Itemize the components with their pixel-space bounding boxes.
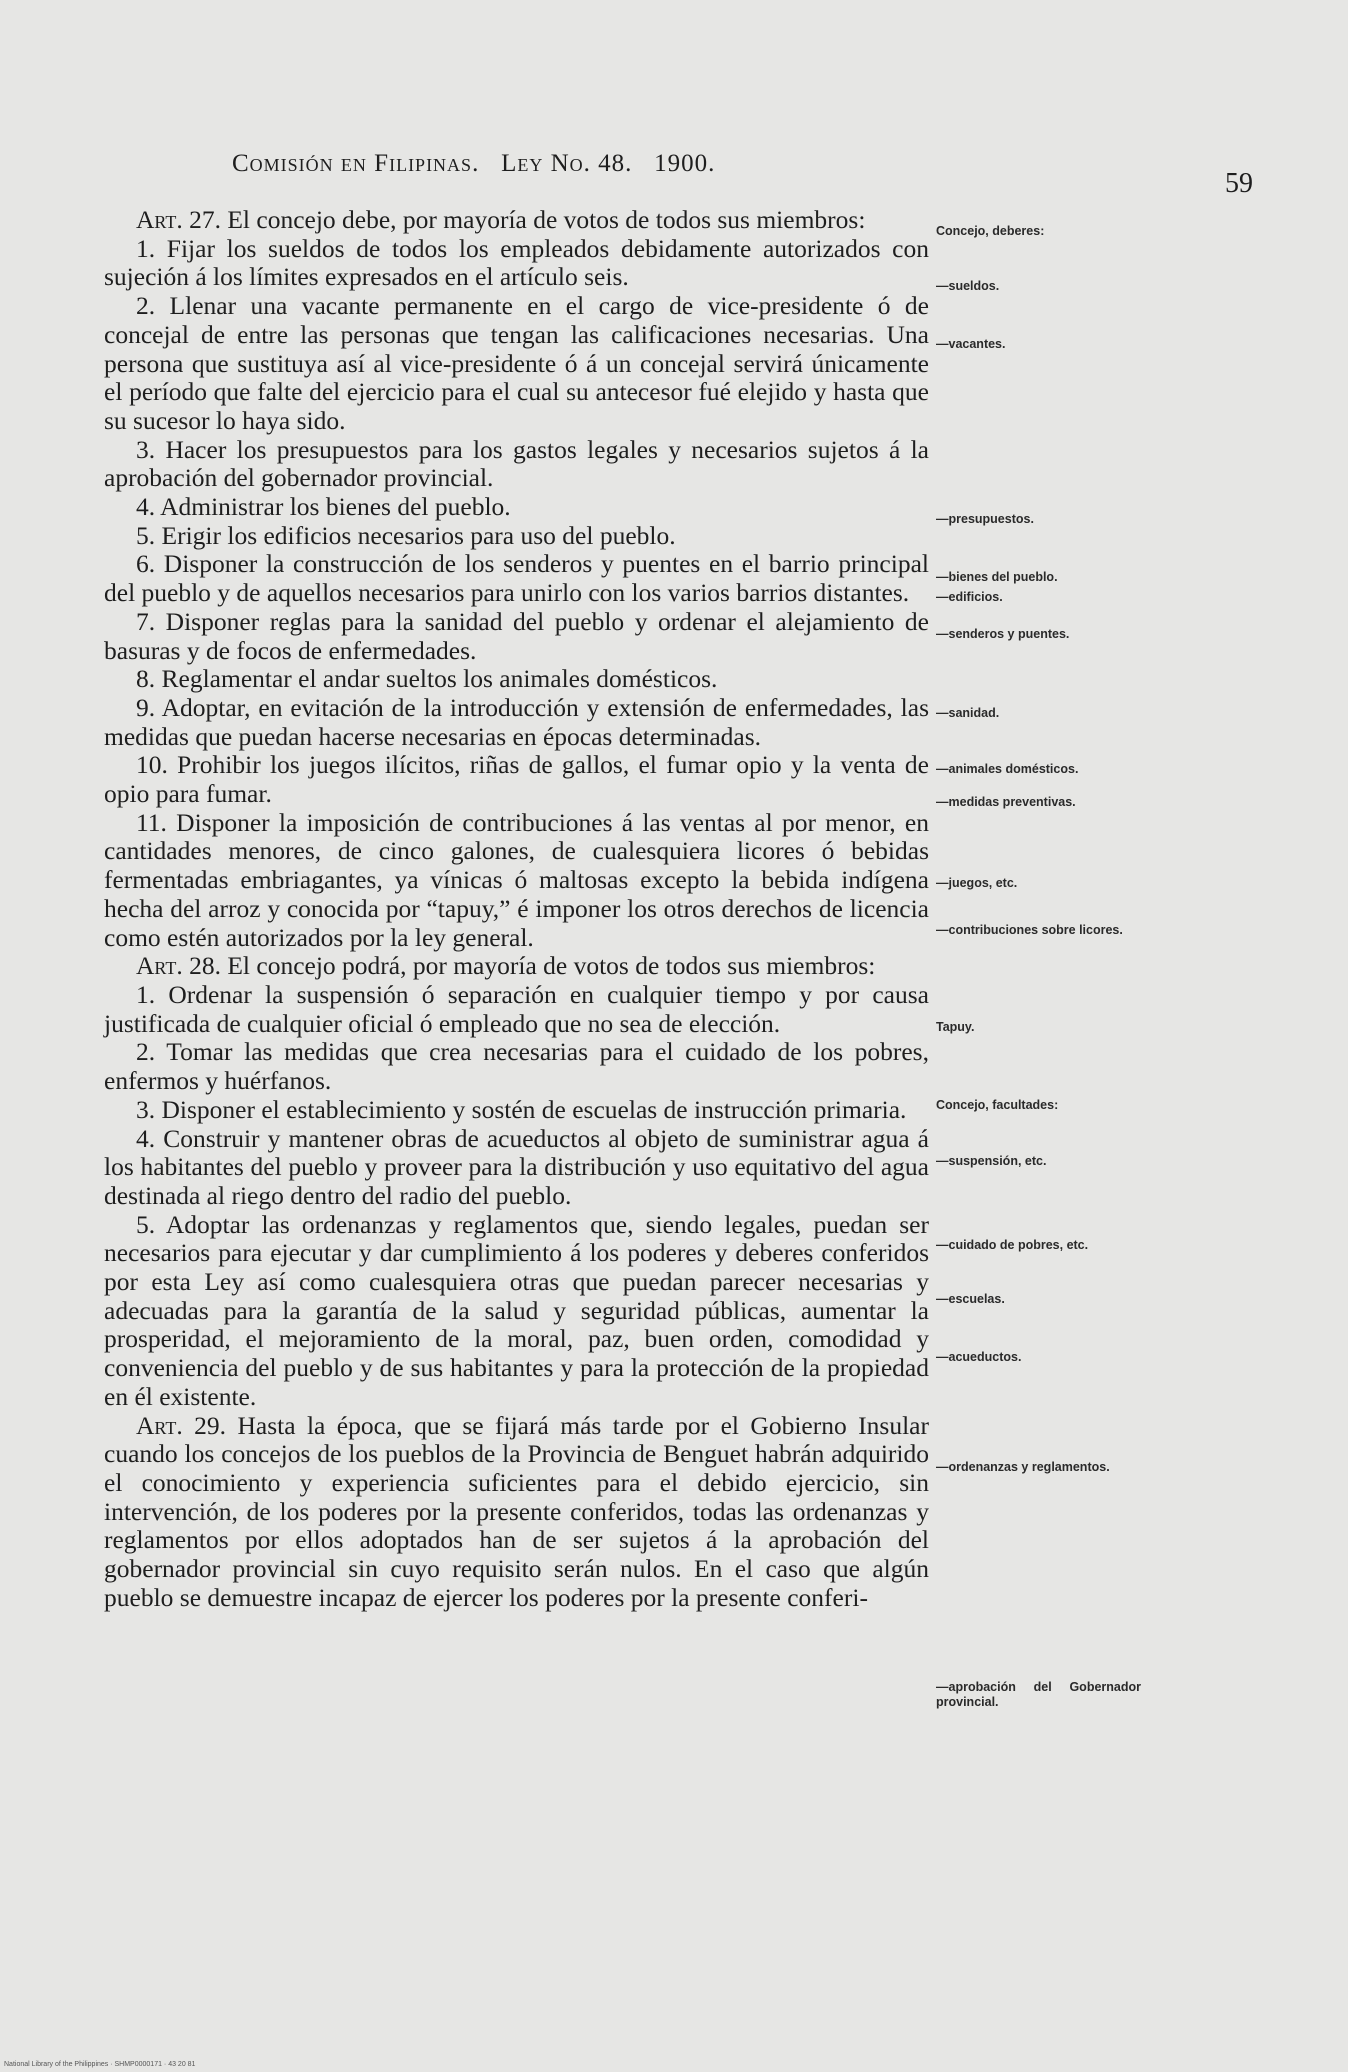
- header-commission: Comisión en Filipinas.: [232, 150, 480, 177]
- paragraph: [104, 1038, 929, 1095]
- margin-note: —cuidado de pobres, etc.: [936, 1238, 1089, 1252]
- paragraph-text: 2. Llenar una vacante permanente en el cargo de vice-presidente ó de concejal de entre las personas que tengan las calificaciones necesarias. Una persona que sustituya así al vice-presidente ó á un concejal servirá únicamente el período que falte del ejercicio para el cual su antecesor fué elejido y hasta que su sucesor lo haya sido.: [104, 291, 929, 435]
- running-header: [232, 150, 715, 178]
- page-number: 59: [1225, 168, 1253, 199]
- paragraph-text: 8. Reglamentar el andar sueltos los animales domésticos.: [136, 664, 718, 694]
- paragraph: [104, 493, 929, 522]
- margin-note: Tapuy.: [936, 1020, 975, 1034]
- margin-note: —sueldos.: [936, 279, 1000, 293]
- paragraph: [104, 550, 929, 607]
- margin-note: —suspensión, etc.: [936, 1154, 1047, 1168]
- paragraph: [104, 608, 929, 665]
- paragraph-text: 5. Adoptar las ordenanzas y reglamentos que, siendo legales, puedan ser necesarios para ejecutar y dar cumplimiento á los poderes y deberes conferidos por esta Ley así como cualesquiera otras que puedan parecer necesarias y adecuadas para la garantía de la salud y seguridad públicas, aumentar la prosperidad, el mejoramiento de la moral, paz, buen orden, comodidad y conveniencia del pueblo y de sus habitantes y para la protección de la propiedad en él existente.: [104, 1209, 929, 1411]
- article-label: Art.: [136, 205, 183, 234]
- paragraph: [104, 1125, 929, 1211]
- paragraph-text: 11. Disponer la imposición de contribuciones á las ventas al por menor, en cantidades menores, de cinco galones, de cualesquiera licores ó bebidas fermentadas embriagantes, ya vínicas ó maltosas excepto la bebida indígena hecha del arroz y conocida por “tapuy,” é imponer los otros derechos de licencia como estén autorizados por la ley general.: [104, 807, 929, 952]
- margin-note: —bienes del pueblo.: [936, 570, 1058, 584]
- paragraph: [104, 981, 929, 1038]
- paragraph: [104, 436, 929, 493]
- paragraph: [104, 235, 929, 292]
- scan-footer: National Library of the Philippines · SHMP0000171 · 43 20 81: [4, 2061, 196, 2068]
- paragraph-text: 6. Disponer la construcción de los senderos y puentes en el barrio principal del pueblo y de aquellos necesarios para unirlo con los varios barrios distantes.: [104, 549, 929, 608]
- margin-note: —acueductos.: [936, 1350, 1022, 1364]
- margin-note: —sanidad.: [936, 706, 1000, 720]
- margin-note: Concejo, deberes:: [936, 224, 1045, 238]
- paragraph-text: 1. Fijar los sueldos de todos los empleados debidamente autorizados con sujeción á los límites expresados en el artículo seis.: [104, 233, 929, 292]
- paragraph-text: 29. Hasta la época, que se fijará más tarde por el Gobierno Insular cuando los concejos de los pueblos de la Provincia de Benguet habrán adquirido el conocimiento y experiencia suficientes para el debido ejercicio, sin intervención, de los poderes por la presente conferidos, todas las ordenanzas y reglamentos por ellos adoptados han de ser sujetos á la aprobación del gobernador provincial sin cuyo requisito serán nulos. En el caso que algún pueblo se demuestre incapaz de ejercer los poderes por la presente conferi-: [104, 1410, 929, 1612]
- margin-note: —animales domésticos.: [936, 762, 1079, 776]
- paragraph-text: 28. El concejo podrá, por mayoría de votos de todos sus miembros:: [182, 951, 876, 981]
- paragraph: [104, 694, 929, 751]
- paragraph: [104, 206, 929, 235]
- margin-note: Concejo, facultades:: [936, 1098, 1059, 1112]
- paragraph-text: 9. Adoptar, en evitación de la introducción y extensión de enfermedades, las medidas que puedan hacerse necesarias en épocas determinadas.: [104, 692, 929, 751]
- margin-note: —ordenanzas y reglamentos.: [936, 1460, 1110, 1474]
- margin-note: —contribuciones sobre licores.: [936, 923, 1123, 937]
- body-text: [104, 206, 929, 1612]
- article-label: Art.: [136, 951, 183, 981]
- margin-note: —edificios.: [936, 590, 1003, 604]
- paragraph-text: 4. Administrar los bienes del pueblo.: [136, 492, 511, 522]
- paragraph: [104, 809, 929, 953]
- paragraph-text: 7. Disponer reglas para la sanidad del pueblo y ordenar el alejamiento de basuras y de focos de enfermedades.: [104, 606, 929, 665]
- paragraph: [104, 1096, 929, 1125]
- paragraph-text: 4. Construir y mantener obras de acueductos al objeto de suministrar agua á los habitantes del pueblo y proveer para la distribución y uso equitativo del agua destinada al riego dentro del radio del pueblo.: [104, 1123, 929, 1210]
- paragraph-text: 27. El concejo debe, por mayoría de votos de todos sus miembros:: [182, 205, 866, 234]
- paragraph-text: 10. Prohibir los juegos ilícitos, riñas de gallos, el fumar opio y la venta de opio para fumar.: [104, 750, 929, 809]
- margin-note: —vacantes.: [936, 337, 1006, 351]
- header-year: 1900.: [654, 150, 716, 177]
- paragraph-text: 3. Hacer los presupuestos para los gastos legales y necesarios sujetos á la aprobación del gobernador provincial.: [104, 434, 929, 493]
- paragraph: [104, 1211, 929, 1412]
- paragraph: [104, 751, 929, 808]
- paragraph-text: 3. Disponer el establecimiento y sostén de escuelas de instrucción primaria.: [136, 1094, 907, 1124]
- paragraph: [104, 292, 929, 436]
- paragraph: [104, 1412, 929, 1613]
- header-law: Ley No. 48.: [501, 150, 633, 177]
- paragraph: [104, 522, 929, 551]
- paragraph-text: 5. Erigir los edificios necesarios para uso del pueblo.: [136, 520, 676, 550]
- margin-note: —senderos y puentes.: [936, 627, 1070, 641]
- margin-note: —juegos, etc.: [936, 876, 1018, 890]
- margin-note: —presupuestos.: [936, 512, 1034, 526]
- paragraph: [104, 952, 929, 981]
- paragraph-text: 1. Ordenar la suspensión ó separación en cualquier tiempo y por causa justificada de cualquier oficial ó empleado que no sea de elección.: [104, 979, 929, 1038]
- margin-note: —aprobación del Gobernador provincial.: [936, 1680, 1141, 1709]
- article-label: Art.: [136, 1410, 183, 1440]
- margin-note: —medidas preventivas.: [936, 795, 1076, 809]
- margin-note: —escuelas.: [936, 1292, 1005, 1306]
- paragraph: [104, 665, 929, 694]
- paragraph-text: 2. Tomar las medidas que crea necesarias para el cuidado de los pobres, enfermos y huérfanos.: [104, 1037, 929, 1096]
